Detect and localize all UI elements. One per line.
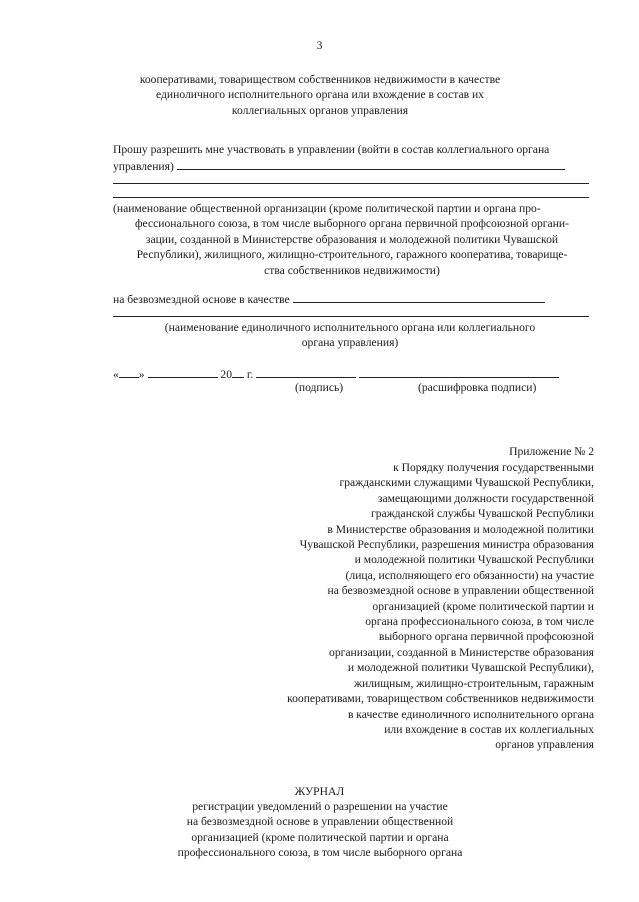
blank-line [113,183,589,184]
org-name-blank [177,158,565,170]
appendix-line: организации, созданной в Министерстве образования [329,645,594,659]
blank-line [113,197,589,198]
page-number: 3 [316,39,323,52]
org-caption-line: Республики), жилищного, жилищно-строительного, гаражного кооператива, товарище- [136,248,568,262]
appendix-line: жилищным, жилищно-строительным, гаражным [353,676,594,690]
org-caption-line: фессионального союза, в том числе выборного органа первичной профсоюзной органи- [135,217,569,231]
top-block-line: коллегиальных органов управления [231,103,409,117]
appendix-line: Чувашской Республики, разрешения министра образования [299,538,594,552]
appendix-line: к Порядку получения государственными [393,461,594,474]
request-line-2 [113,158,565,174]
day-blank [119,366,139,378]
top-block [60,72,580,118]
appendix-block [200,460,594,753]
journal-title: ЖУРНАЛ [294,785,345,798]
org-caption [113,201,591,278]
appendix-line: выборного органа первичной профсоюзной [378,630,594,644]
journal-line: регистрации уведомлений о разрешении на участие [192,800,448,813]
decode-blank [359,366,559,378]
year-suffix: г. [246,368,254,381]
signature-blank [256,366,356,378]
journal-subtitle [60,799,580,861]
journal-line: организацией (кроме политической партии и органа [191,830,449,844]
journal-line: на безвозмездной основе в управлении общественной [186,815,454,829]
appendix-line: органов управления [495,738,594,752]
month-blank [148,366,218,378]
appendix-line: или вхождение в состав их коллегиальных [384,722,594,736]
signature-label: (подпись) [295,381,344,394]
request-line-1: Прошу разрешить мне участвовать в управлении (войти в состав коллегиального органа [113,143,550,156]
request-line-2-text: управления) [113,160,174,173]
appendix-line: замещающими должности государственной [377,491,594,505]
appendix-line: гражданскими служащими Чувашской Республики, [339,476,594,490]
year-prefix: 20 [220,368,232,381]
appendix-line: и молодежной политики Чувашской Республики [354,553,594,567]
role-blank [293,291,545,303]
year-blank [232,366,244,378]
body-caption-line: (наименование единоличного исполнительного органа или коллегиального [164,321,536,334]
appendix-line: кооперативами, товариществом собственников недвижимости [287,692,594,706]
appendix-line: гражданской службы Чувашской Республики [370,507,594,521]
open-quote: « [113,368,119,381]
appendix-line: органа профессионального союза, в том числе [365,615,594,629]
body-caption-line: органа управления) [301,336,399,350]
body-caption [90,320,610,351]
appendix-line: на безвозмездной основе в управлении общественной [327,584,594,598]
org-caption-line: зации, созданной в Министерстве образования и молодежной политики Чувашской [145,232,559,246]
decode-label: (расшифровка подписи) [418,381,537,394]
appendix-title: Приложение № 2 [509,445,594,458]
appendix-line: и молодежной политики Чувашской Республики), [347,661,594,675]
free-basis-line [113,291,545,307]
org-caption-line: (наименование общественной организации (кроме политической партии и органа про- [113,202,541,215]
blank-line [113,316,589,317]
close-quote: » [138,368,145,381]
journal-line: профессионального союза, в том числе выборного органа [177,846,463,860]
top-block-line: кооперативами, товариществом собственников недвижимости в качестве [139,73,501,86]
top-block-line: единоличного исполнительного органа или вхождение в состав их [156,88,484,102]
appendix-line: организацией (кроме политической партии и [372,599,594,613]
free-basis-text: на безвозмездной основе в качестве [113,293,290,306]
appendix-line: в качестве единоличного исполнительного органа [347,707,594,721]
org-caption-line: ства собственников недвижимости) [264,263,440,277]
appendix-line: в Министерстве образования и молодежной политики [327,522,594,536]
appendix-line: (лица, исполняющего его обязанности) на участие [345,568,594,582]
